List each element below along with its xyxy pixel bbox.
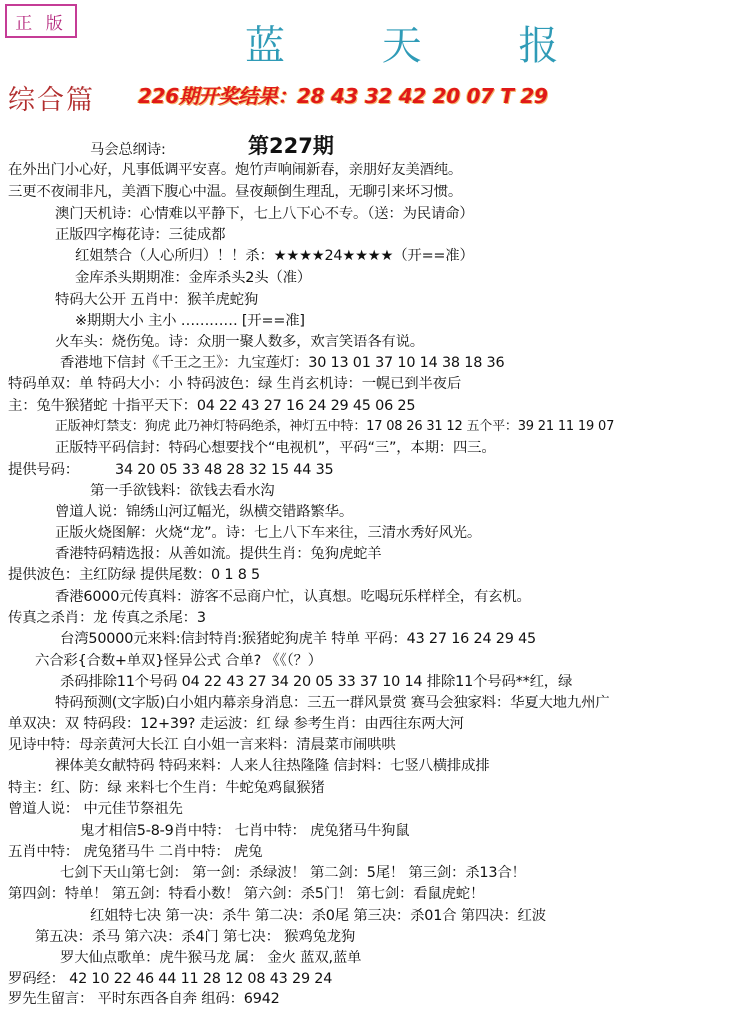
text-line: 鬼才相信5-8-9肖中特： 七肖中特： 虎兔猪马牛狗鼠 xyxy=(80,823,410,839)
text-line: 单双决：双 特码段：12+39? 走运波：红 绿 参考生肖：由西往东两大河 xyxy=(8,716,464,732)
text-line: 见诗中特：母亲黄河大长江 白小姐一言来料：清晨菜市闹哄哄 xyxy=(8,737,396,753)
text-line: 正版四字梅花诗：三徒成都 xyxy=(55,227,226,243)
text-line: 火车头：烧伤兔。诗：众朋一聚人数多，欢言笑语各有说。 xyxy=(55,334,424,350)
text-line: 香港6000元传真料：游客不忌商户忙，认真想。吃喝玩乐样样全，有玄机。 xyxy=(55,589,531,605)
text-line: ※期期大小 主小 ………… [开==准] xyxy=(75,313,305,329)
text-line: 正版火烧图解：火烧“龙”。诗：七上八下车来往，三清水秀好风光。 xyxy=(55,525,482,541)
previous-draw-result: 226期开奖结果：28 43 32 42 20 07 T 29 xyxy=(138,84,548,108)
text-line: 五肖中特： 虎兔猪马牛 二肖中特： 虎兔 xyxy=(8,844,263,860)
text-line: 特主：红、防：绿 来料七个生肖：牛蛇兔鸡鼠猴猪 xyxy=(8,780,325,796)
text-line: 曾道人说： 中元佳节祭祖先 xyxy=(8,801,183,817)
issue-number: 第227期 xyxy=(248,134,334,158)
edition-stamp: 正 版 xyxy=(5,4,77,38)
text-line: 第一手欲钱料：欲钱去看水沟 xyxy=(90,483,275,499)
text-line: 罗先生留言： 平时东西各自奔 组码：6942 xyxy=(8,991,280,1007)
text-line: 特码预测(文字版)白小姐内幕亲身消息：三五一群风景赏 赛马会独家料：华夏大地九州广 xyxy=(55,695,610,711)
text-line: 香港地下信封《千王之王》：九宝莲灯：30 13 01 37 10 14 38 18 36 xyxy=(60,355,505,371)
text-line: 红姐特七决 第一决：杀牛 第二决：杀0尾 第三决：杀01合 第四决：红波 xyxy=(90,908,546,924)
text-line: 红姐禁合（人心所归）！！杀：★★★★24★★★★（开==准） xyxy=(75,248,474,264)
text-line: 罗码经： 42 10 22 46 44 11 28 12 08 43 29 24 xyxy=(8,971,333,987)
text-line: 传真之杀肖：龙 传真之杀尾：3 xyxy=(8,610,206,626)
text-line: 台湾50000元来料:信封特肖:猴猪蛇狗虎羊 特单 平码：43 27 16 24 29 45 xyxy=(60,631,536,647)
newspaper-title: 蓝 天 报 xyxy=(245,23,601,69)
section-title: 综合篇 xyxy=(8,85,95,116)
text-line: 七剑下天山第七剑： 第一剑：杀绿波！ 第二剑：5尾！ 第三剑：杀13合！ xyxy=(60,865,526,881)
text-line: 马会总纲诗: xyxy=(90,142,166,158)
text-line: 金库杀头期期准：金库杀头2头（准） xyxy=(75,270,312,286)
text-line: 第四剑：特单！ 第五剑：特看小数！ 第六剑：杀5门！ 第七剑：看鼠虎蛇！ xyxy=(8,886,485,902)
text-line: 第五决：杀马 第六决：杀4门 第七决： 猴鸡兔龙狗 xyxy=(35,929,356,945)
text-line: 特码大公开 五肖中：猴羊虎蛇狗 xyxy=(55,292,259,308)
text-line: 34 20 05 33 48 28 32 15 44 35 xyxy=(115,462,334,478)
text-line: 六合彩{合数+单双}怪异公式 合单? 《《（？） xyxy=(35,653,322,669)
text-line: 曾道人说：锦绣山河辽幅光，纵横交错路繁华。 xyxy=(55,504,354,520)
text-line: 三更不夜闹非凡，美酒下腹心中温。昼夜颠倒生理乱，无聊引来坏习惯。 xyxy=(8,184,463,200)
text-line: 香港特码精选报：从善如流。提供生肖：兔狗虎蛇羊 xyxy=(55,546,382,562)
text-line: 提供波色：主红防绿 提供尾数：0 1 8 5 xyxy=(8,567,260,583)
text-line: 特码单双：单 特码大小：小 特码波色：绿 生肖玄机诗：一幌已到半夜后 xyxy=(8,376,462,392)
text-line: 杀码排除11个号码 04 22 43 27 34 20 05 33 37 10 14 排除11个号码**红，绿 xyxy=(60,674,573,690)
text-line: 正版神灯禁支：狗虎 此乃神灯特码绝杀，神灯五中特：17 08 26 31 12 五个平：39 21 11 19 07 xyxy=(55,419,615,434)
text-line: 澳门天机诗：心情难以平静下，七上八下心不专。（送：为民请命） xyxy=(55,206,474,222)
text-line: 罗大仙点歌单：虎牛猴马龙 属： 金火 蓝双,蓝单 xyxy=(60,950,362,966)
text-line: 主：兔牛猴猪蛇 十指平天下：04 22 43 27 16 24 29 45 06 25 xyxy=(8,398,416,414)
text-line: 裸体美女献特码 特码来料：人来人往热隆隆 信封料：七竖八横排成排 xyxy=(55,758,490,774)
text-line: 在外出门小心好，凡事低调平安喜。炮竹声响闹新春，亲朋好友美酒纯。 xyxy=(8,162,463,178)
text-line: 正版特平码信封：特码心想要找个“电视机”，平码“三”，本期：四三。 xyxy=(55,440,496,456)
text-line: 提供号码： xyxy=(8,462,79,478)
